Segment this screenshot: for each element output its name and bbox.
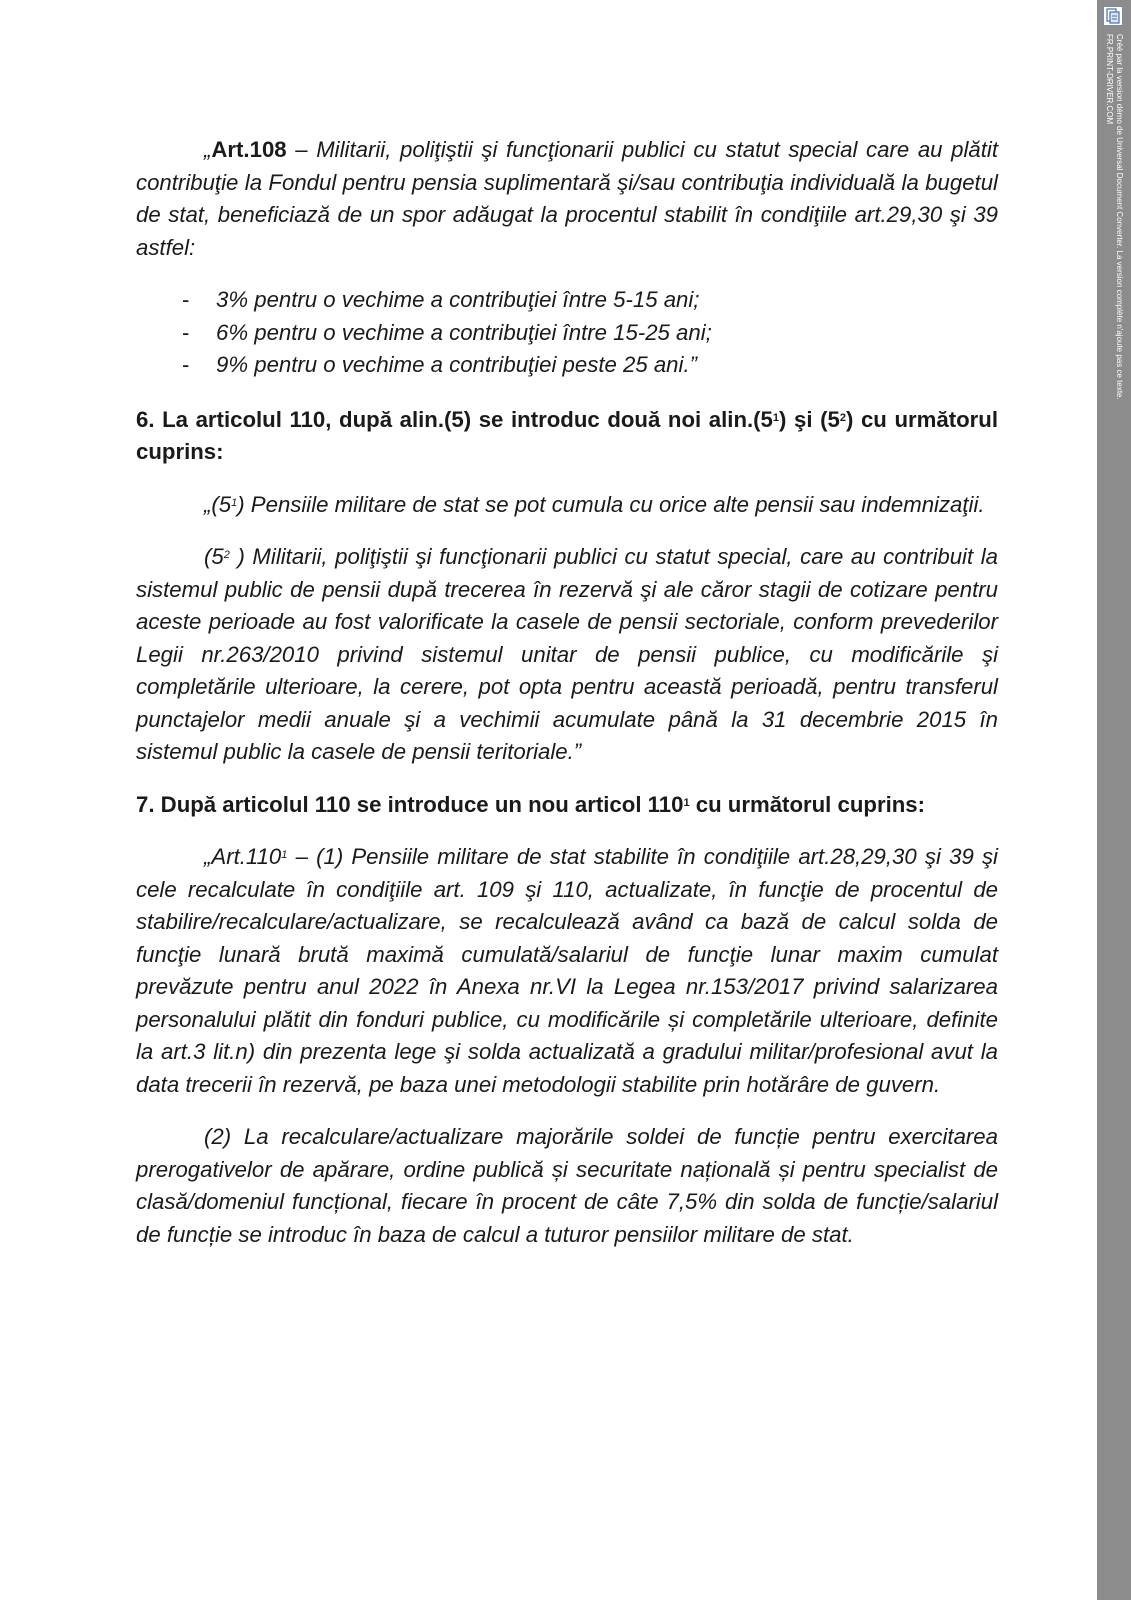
heading-part: ) cu următorul cuprins: (136, 406, 998, 464)
article-108-text: – Militarii, poliţiştii şi funcţionarii publici cu statut special care au plătit contribuţie la Fondul pentru pensia suplimentară şi/sau contribuţia individuală la bugetul de stat, beneficiază de un spor adăugat la procentul stabilit în condiţiile art.29,30 şi 39 astfel: (136, 137, 998, 260)
paragraph-part: ) Militarii, poliţiştii şi funcţionarii publici cu statut special, care au contribuit la sistemul public de pensii după trecerea în rezervă şi ale căror stagii de cotizare pentru aceste perioade au fost valorificate la casele de pensii sectoriale, conform prevederilor Legii nr.263/2010 privind sistemul unitar de pensii publice, cu modificările şi completările ulterioare, la cerere, pot opta pentru această perioadă, pentru transferul punctajelor medii anuale şi a vechimii acumulate până la 31 decembrie 2015 în sistemul public la casele de pensii teritoriale.” (136, 544, 998, 764)
list-item-text: 3% pentru o vechime a contribuţiei între 5-15 ani; (216, 287, 700, 312)
heading-part: cu următorul cuprins: (689, 791, 926, 817)
superscript: 1 (772, 411, 780, 424)
article-108-label: Art.108 (211, 137, 287, 162)
contribution-bonus-list (136, 284, 998, 382)
superscript: 2 (223, 549, 230, 561)
article-110-1-paragraph-2: (2) La recalculare/actualizare majorările soldei de funcție pentru exercitarea prerogativelor de apărare, ordine publică și securitate națională și pentru specialist de clasă/domeniul funcțional, fiecare în procent de câte 7,5% din solda de funcție/salariul de funcție se introduc în baza de calcul a tuturor pensiilor militare de stat. (136, 1124, 998, 1247)
point-6-heading (136, 404, 998, 469)
paragraph-part: „(5 (204, 491, 232, 517)
list-item-text: 9% pentru o vechime a contribuţiei peste 25 ani.” (216, 352, 698, 377)
paragraph-part: (5 (204, 544, 224, 569)
watermark-line: Créé par la version démo de Universal Document Converter. La version complète n'ajoute pas ce texte. (1115, 34, 1124, 400)
superscript: 1 (683, 796, 690, 809)
paragraph-part: ) Pensiile militare de stat se pot cumula cu orice alte pensii sau indemnizaţii. (237, 491, 985, 517)
list-item (136, 284, 998, 317)
list-item (136, 349, 998, 382)
superscript: 1 (281, 849, 288, 861)
dash-bullet: - (182, 352, 190, 377)
point-7-heading (136, 789, 998, 822)
article-108-paragraph (136, 134, 998, 264)
document-body (136, 134, 998, 1271)
opening-quote: „ (204, 137, 212, 162)
dash-bullet: - (182, 287, 190, 312)
paragraph-part: – (1) Pensiile militare de stat stabilite în condiţiile art.28,29,30 şi 39 şi cele recalculate în condiţiile art. 109 şi 110, actualizate, în funcţie de procentul de stabilire/recalculare/actualizare, se recalculează având ca bază de calcul solda de funcţie lunară brută maximă cumulată/salariul de funcţie lunar maxim cumulat prevăzute pentru anul 2022 în Anexa nr.VI la Legea nr.153/2017 privind salarizarea personalului plătit din fonduri publice, cu modificările și completările ulterioare, definite la art.3 lit.n) din prezenta lege şi solda actualizată a gradului militar/profesional avut la data trecerii în rezervă, pe baza unei metodologii stabilite prin hotărâre de guvern. (136, 844, 998, 1097)
list-item-text: 6% pentru o vechime a contribuţiei între 15-25 ani; (216, 319, 712, 345)
heading-part: 6. La articolul 110, după alin.(5) se introduc două noi alin.(5 (136, 406, 773, 432)
paragraph-5-2 (136, 541, 998, 769)
heading-part: ) şi (5 (779, 406, 840, 432)
list-item (136, 317, 998, 350)
superscript: 2 (839, 411, 846, 424)
watermark-text (1104, 34, 1124, 400)
superscript: 1 (231, 496, 238, 509)
article-110-1-paragraph-1 (136, 841, 998, 1101)
watermark-line: FR.PRINT-DRIVER.COM (1105, 34, 1114, 125)
converter-logo-icon (1103, 6, 1123, 26)
paragraph-part: „Art.110 (204, 844, 282, 869)
dash-bullet: - (182, 319, 190, 345)
heading-part: 7. După articolul 110 se introduce un nou articol 110 (136, 791, 684, 817)
paragraph-5-1 (136, 489, 998, 522)
